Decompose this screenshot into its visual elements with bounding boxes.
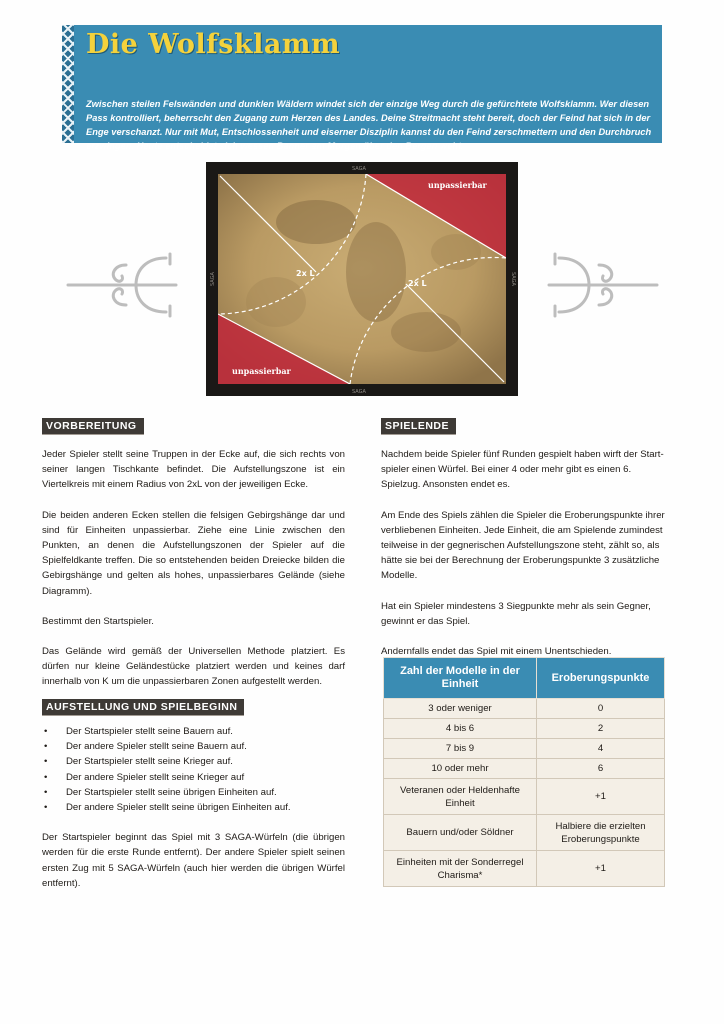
paragraph: Jeder Spieler stellt seine Truppen in der Ecke auf, die sich rechts von seiner langen Tischkante befindet. Die Aufstellungszone ist ein Viertelkreis mit einem Radius von 2xL von der jeweiligen Ecke. bbox=[42, 449, 345, 491]
right-ornament-icon bbox=[547, 250, 659, 320]
table-row: 10 oder mehr 6 bbox=[384, 759, 665, 779]
section-vorbereitung bbox=[42, 416, 345, 690]
frame-label-top: SAGA bbox=[352, 166, 366, 172]
paragraph: Andernfalls endet das Spiel mit einem Unentschieden. bbox=[381, 646, 612, 658]
left-ornament-icon bbox=[66, 250, 178, 320]
paragraph: Hat ein Spieler mindestens 3 Siegpunkte mehr als sein Gegner, gewinnt er das Spiel. bbox=[381, 600, 651, 627]
section-heading: VORBEREITUNG bbox=[42, 418, 144, 435]
conquest-points-table bbox=[383, 657, 665, 887]
table-row: 4 bis 6 2 bbox=[384, 719, 665, 739]
list-item: • Der andere Spieler stellt seine Krieger auf bbox=[44, 771, 245, 783]
zone-label-bottom: unpassierbar bbox=[232, 366, 291, 376]
paragraph: Nachdem beide Spieler fünf Runden gespielt haben wirft der Start-spieler einen Würfel. Bei einer 4 oder mehr gibt es einen 6. Spielzug. Ansonsten endet es. bbox=[381, 449, 664, 491]
battlefield-map bbox=[206, 162, 518, 396]
radius-label-left: 2x L bbox=[296, 269, 315, 278]
list-item: • Der andere Spieler stellt seine übrigen Einheiten auf. bbox=[44, 802, 291, 814]
table-header: Eroberungspunkte bbox=[537, 658, 665, 699]
frame-label-right: SAGA bbox=[510, 272, 516, 286]
paragraph: Am Ende des Spiels zählen die Spieler die Eroberungspunkte ihrer verbliebenen Einheiten. Jede Einheit, die am Spielende zumindest teilweise in der gegnerischen Aufstellungszone steht, zählt so, als hätte sie bei der Berechnung der Eroberungspunkte 3 zusätzliche Modelle. bbox=[381, 509, 665, 582]
frame-label-left: SAGA bbox=[210, 272, 216, 286]
bullet-list bbox=[42, 724, 345, 815]
section-aufstellung bbox=[42, 697, 345, 891]
header-banner bbox=[62, 25, 662, 151]
table-row: 3 oder weniger 0 bbox=[384, 699, 665, 719]
intro-line: erzwingen. Heute entscheidet sich wessen Banner am Morgen über den Bergen weht. bbox=[86, 141, 464, 151]
page-title: Die Wolfsklamm bbox=[86, 29, 341, 60]
paragraph: Der Startspieler beginnt das Spiel mit 3 SAGA-Würfeln (die übrigen werden für die erste Runde entfernt). Der andere Spieler spielt seinen ersten Zug mit 5 SAGA-Würfeln (auch hier werden die übrigen Würfel entfernt). bbox=[42, 832, 345, 889]
paragraph: Bestimmt den Startspieler. bbox=[42, 615, 154, 627]
list-item: • Der Startspieler stellt seine Bauern auf. bbox=[44, 726, 233, 737]
paragraph: Die beiden anderen Ecken stellen die felsigen Gebirgshänge dar und sind für Einheiten unpassierbar. Ziehe eine Linie zwischen den Punkten, an denen die Aufstellungszonen der Spieler auf die Spielfeldkante treffen. Die so entstehenden beiden Dreiecke bilden die Gebirgshänge und gelten als hohes, unpassierbares Gelände (siehe Diagramm). bbox=[42, 509, 345, 597]
list-item: • Der Startspieler stellt seine übrigen Einheiten auf. bbox=[44, 786, 277, 798]
list-item: • Der Startspieler stellt seine Krieger auf. bbox=[44, 756, 233, 768]
intro-line: Zwischen steilen Felswänden und dunklen Wäldern windet sich der einzige Weg durch die gefürchtete Wolfsklamm. Wer diesen bbox=[86, 99, 650, 109]
intro-line: Enge verschanzt. Nur mit Mut, Entschlossenheit und eiserner Disziplin kannst du den Feind zerschmettern und den Durchbruch bbox=[86, 127, 652, 137]
frame-label-bottom: SAGA bbox=[352, 389, 366, 395]
table-row: 7 bis 9 4 bbox=[384, 739, 665, 759]
table-row: Bauern und/oder Söldner Halbiere die erzielten Eroberungspunkte bbox=[384, 815, 665, 851]
list-item: • Der andere Spieler stellt seine Bauern auf. bbox=[44, 741, 247, 753]
table-row: Veteranen oder Heldenhafte Einheit +1 bbox=[384, 779, 665, 815]
celtic-knot-border bbox=[62, 25, 74, 143]
paragraph: Das Gelände wird gemäß der Universellen Methode platziert. Es dürfen nur kleine Geländestücke platziert werden und keines darf innerhalb von K um die unpassierbaren Zonen aufgestellt werden. bbox=[42, 646, 345, 688]
intro-line: Pass kontrolliert, beherrscht den Zugang zum Herzen des Landes. Deine Streitmacht steht bereit, doch der Feind hat sich in der bbox=[86, 113, 651, 123]
table-header: Zahl der Modelle in der Einheit bbox=[384, 658, 537, 699]
zone-label-top: unpassierbar bbox=[428, 180, 487, 190]
section-heading: AUFSTELLUNG UND SPIELBEGINN bbox=[42, 699, 244, 716]
section-heading: SPIELENDE bbox=[381, 418, 456, 435]
radius-label-right: 2x L bbox=[408, 279, 427, 288]
section-spielende bbox=[381, 416, 665, 659]
table-row: Einheiten mit der Sonderregel Charisma* +1 bbox=[384, 851, 665, 887]
